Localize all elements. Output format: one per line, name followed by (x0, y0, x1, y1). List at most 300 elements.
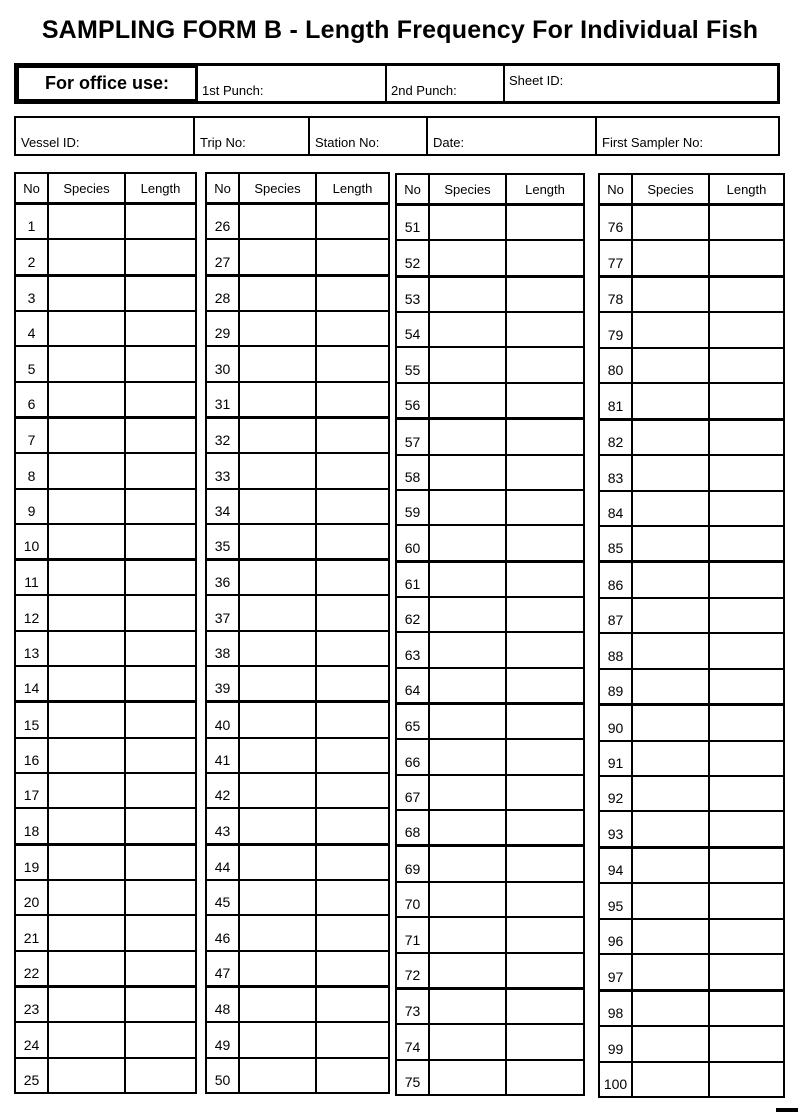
length-cell (126, 419, 195, 452)
species-cell (240, 561, 317, 594)
table-row (600, 384, 783, 420)
length-cell (126, 774, 195, 807)
species-cell (633, 777, 710, 810)
species-cell (49, 809, 126, 842)
row-number: 46 (207, 916, 240, 949)
row-number: 76 (600, 206, 633, 239)
table-row (600, 206, 783, 241)
table-row (600, 241, 783, 277)
row-number: 26 (207, 205, 240, 238)
row-number: 17 (16, 774, 49, 807)
species-cell (240, 525, 317, 558)
length-cell (710, 599, 783, 632)
row-number: 64 (397, 669, 430, 702)
row-number: 40 (207, 703, 240, 736)
species-cell (49, 525, 126, 558)
row-number: 50 (207, 1059, 240, 1092)
table-row (600, 1027, 783, 1062)
species-cell (240, 988, 317, 1021)
table-row (397, 206, 583, 241)
column-header-no: No (397, 175, 430, 203)
row-number: 49 (207, 1023, 240, 1056)
length-cell (126, 1059, 195, 1092)
row-number: 24 (16, 1023, 49, 1056)
table-row (16, 312, 195, 347)
species-cell (430, 278, 507, 311)
species-cell (49, 774, 126, 807)
species-cell (49, 916, 126, 949)
species-cell (430, 598, 507, 631)
species-cell (430, 883, 507, 916)
species-cell (49, 205, 126, 238)
table-row (397, 847, 583, 882)
table-row (397, 384, 583, 420)
table-row (16, 916, 195, 951)
length-cell (507, 456, 583, 489)
length-cell (317, 205, 388, 238)
table-row (16, 454, 195, 489)
row-number: 31 (207, 383, 240, 416)
length-cell (317, 1023, 388, 1056)
species-cell (430, 990, 507, 1023)
species-cell (430, 206, 507, 239)
length-cell (507, 883, 583, 916)
table-row (16, 1059, 195, 1092)
species-cell (633, 742, 710, 775)
length-cell (126, 490, 195, 523)
length-cell (126, 667, 195, 700)
row-number: 35 (207, 525, 240, 558)
row-number: 92 (600, 777, 633, 810)
row-number: 77 (600, 241, 633, 274)
row-number: 60 (397, 526, 430, 559)
species-cell (633, 1063, 710, 1096)
species-cell (240, 240, 317, 273)
column-header-species: Species (49, 174, 126, 202)
species-cell (49, 632, 126, 665)
length-cell (507, 420, 583, 453)
field-station-no: Station No: (310, 118, 428, 154)
row-number: 74 (397, 1025, 430, 1058)
row-number: 62 (397, 598, 430, 631)
length-cell (507, 206, 583, 239)
table-row (600, 527, 783, 563)
length-cell (710, 955, 783, 988)
row-number: 84 (600, 492, 633, 525)
table-row (600, 421, 783, 456)
row-number: 20 (16, 881, 49, 914)
species-cell (240, 952, 317, 985)
row-number: 86 (600, 563, 633, 596)
species-cell (240, 739, 317, 772)
table-row (207, 703, 388, 738)
table-row (207, 667, 388, 703)
table-row (207, 774, 388, 809)
species-cell (633, 349, 710, 382)
species-cell (240, 667, 317, 700)
species-cell (430, 669, 507, 702)
species-cell (49, 952, 126, 985)
table-header-row (397, 175, 583, 206)
row-number: 23 (16, 988, 49, 1021)
row-number: 91 (600, 742, 633, 775)
length-cell (710, 206, 783, 239)
table-row (397, 348, 583, 383)
length-cell (710, 634, 783, 667)
species-cell (49, 561, 126, 594)
table-row (600, 706, 783, 741)
table-row (397, 420, 583, 455)
species-cell (240, 916, 317, 949)
species-cell (430, 633, 507, 666)
species-cell (49, 667, 126, 700)
species-cell (430, 918, 507, 951)
row-number: 53 (397, 278, 430, 311)
species-cell (49, 1059, 126, 1092)
species-cell (633, 456, 710, 489)
table-row (16, 490, 195, 525)
row-number: 42 (207, 774, 240, 807)
row-number: 38 (207, 632, 240, 665)
species-cell (633, 241, 710, 274)
row-number: 72 (397, 954, 430, 987)
table-row (397, 241, 583, 277)
table-row (600, 313, 783, 348)
species-cell (240, 596, 317, 629)
table-row (600, 955, 783, 991)
length-cell (507, 1025, 583, 1058)
row-number: 39 (207, 667, 240, 700)
species-cell (240, 1023, 317, 1056)
row-number: 1 (16, 205, 49, 238)
table-row (207, 240, 388, 276)
table-row (207, 916, 388, 951)
length-cell (126, 739, 195, 772)
length-cell (710, 777, 783, 810)
species-cell (633, 206, 710, 239)
length-cell (126, 561, 195, 594)
row-number: 37 (207, 596, 240, 629)
species-cell (430, 740, 507, 773)
row-number: 4 (16, 312, 49, 345)
fish-table-1-25 (14, 172, 197, 1094)
field-trip-no: Trip No: (195, 118, 310, 154)
table-row (16, 383, 195, 419)
row-number: 8 (16, 454, 49, 487)
length-cell (710, 1063, 783, 1096)
row-number: 43 (207, 809, 240, 842)
length-cell (126, 383, 195, 416)
length-cell (126, 205, 195, 238)
table-row (16, 561, 195, 596)
table-row (397, 705, 583, 740)
row-number: 44 (207, 846, 240, 879)
species-cell (633, 812, 710, 845)
length-cell (126, 916, 195, 949)
row-number: 67 (397, 776, 430, 809)
species-cell (49, 881, 126, 914)
species-cell (240, 419, 317, 452)
table-row (207, 632, 388, 667)
length-cell (317, 454, 388, 487)
table-row (207, 490, 388, 525)
table-row (600, 920, 783, 955)
row-number: 63 (397, 633, 430, 666)
column-header-no: No (600, 175, 633, 203)
table-row (207, 881, 388, 916)
length-cell (710, 670, 783, 703)
length-cell (710, 742, 783, 775)
row-number: 51 (397, 206, 430, 239)
length-cell (710, 278, 783, 311)
field-vessel-id: Vessel ID: (16, 118, 195, 154)
table-header-row (207, 174, 388, 205)
row-number: 36 (207, 561, 240, 594)
row-number: 68 (397, 811, 430, 844)
table-row (207, 988, 388, 1023)
species-cell (430, 563, 507, 596)
species-cell (633, 849, 710, 882)
species-cell (633, 1027, 710, 1060)
column-header-length: Length (140, 180, 181, 196)
species-cell (49, 240, 126, 273)
row-number: 48 (207, 988, 240, 1021)
table-row (207, 277, 388, 312)
column-header-species: Species (430, 175, 507, 203)
table-row (397, 563, 583, 598)
office-use-label: For office use: (17, 66, 198, 101)
table-row (397, 990, 583, 1025)
species-cell (633, 955, 710, 988)
row-number: 58 (397, 456, 430, 489)
length-cell (710, 527, 783, 560)
table-row (600, 599, 783, 634)
sample-header-row (14, 116, 780, 156)
row-number: 78 (600, 278, 633, 311)
table-row (16, 881, 195, 916)
table-row (16, 240, 195, 276)
office-use-box (14, 63, 780, 104)
row-number: 41 (207, 739, 240, 772)
species-cell (430, 811, 507, 844)
length-cell (507, 847, 583, 880)
row-number: 90 (600, 706, 633, 739)
length-cell (507, 348, 583, 381)
length-cell (317, 667, 388, 700)
scan-artifact-dash (776, 1108, 798, 1112)
length-cell (710, 421, 783, 454)
row-number: 95 (600, 884, 633, 917)
length-cell (126, 454, 195, 487)
species-cell (49, 312, 126, 345)
species-cell (240, 312, 317, 345)
table-row (600, 278, 783, 313)
species-cell (240, 703, 317, 736)
row-number: 75 (397, 1061, 430, 1094)
table-row (16, 988, 195, 1023)
table-row (397, 669, 583, 705)
length-cell (317, 596, 388, 629)
row-number: 85 (600, 527, 633, 560)
row-number: 9 (16, 490, 49, 523)
length-cell (710, 492, 783, 525)
species-cell (430, 491, 507, 524)
table-row (397, 883, 583, 918)
table-row (207, 739, 388, 774)
table-row (207, 1023, 388, 1058)
table-row (16, 525, 195, 561)
column-header-no: No (16, 174, 49, 202)
row-number: 65 (397, 705, 430, 738)
table-row (207, 846, 388, 881)
table-header-row (600, 175, 783, 206)
length-cell (507, 563, 583, 596)
table-row (207, 561, 388, 596)
length-cell (126, 525, 195, 558)
row-number: 30 (207, 347, 240, 380)
form-title: SAMPLING FORM B - Length Frequency For Individual Fish (41, 16, 759, 44)
species-cell (49, 596, 126, 629)
table-row (16, 703, 195, 738)
table-row (16, 667, 195, 703)
species-cell (430, 776, 507, 809)
length-cell (710, 706, 783, 739)
length-cell (507, 1061, 583, 1094)
length-cell (317, 277, 388, 310)
length-cell (710, 384, 783, 417)
field-1st-punch: 1st Punch: (198, 66, 387, 101)
table-row (600, 884, 783, 919)
row-number: 88 (600, 634, 633, 667)
row-number: 12 (16, 596, 49, 629)
row-number: 69 (397, 847, 430, 880)
row-number: 19 (16, 846, 49, 879)
species-cell (430, 456, 507, 489)
species-cell (240, 454, 317, 487)
table-row (600, 849, 783, 884)
length-cell (317, 774, 388, 807)
row-number: 100 (600, 1063, 633, 1096)
length-cell (317, 419, 388, 452)
row-number: 14 (16, 667, 49, 700)
species-cell (240, 881, 317, 914)
row-number: 6 (16, 383, 49, 416)
length-cell (317, 561, 388, 594)
species-cell (240, 1059, 317, 1092)
row-number: 73 (397, 990, 430, 1023)
species-cell (430, 313, 507, 346)
length-cell (710, 241, 783, 274)
row-number: 7 (16, 419, 49, 452)
length-cell (710, 456, 783, 489)
table-row (600, 563, 783, 598)
species-cell (430, 241, 507, 274)
row-number: 83 (600, 456, 633, 489)
species-cell (633, 492, 710, 525)
species-cell (49, 454, 126, 487)
species-cell (240, 205, 317, 238)
table-row (207, 383, 388, 419)
length-cell (710, 884, 783, 917)
length-cell (126, 596, 195, 629)
length-cell (317, 988, 388, 1021)
length-cell (710, 313, 783, 346)
row-number: 11 (16, 561, 49, 594)
table-row (600, 1063, 783, 1096)
row-number: 16 (16, 739, 49, 772)
species-cell (49, 277, 126, 310)
field-2nd-punch: 2nd Punch: (387, 66, 505, 101)
table-row (207, 809, 388, 845)
table-row (397, 633, 583, 668)
length-cell (317, 809, 388, 842)
column-header-no: No (207, 174, 240, 202)
length-cell (507, 598, 583, 631)
row-number: 80 (600, 349, 633, 382)
table-row (397, 1025, 583, 1060)
row-number: 61 (397, 563, 430, 596)
row-number: 98 (600, 992, 633, 1025)
table-row (600, 492, 783, 527)
species-cell (633, 384, 710, 417)
column-header-length: Length (332, 180, 373, 196)
species-cell (633, 599, 710, 632)
row-number: 47 (207, 952, 240, 985)
table-row (397, 491, 583, 526)
row-number: 25 (16, 1059, 49, 1092)
table-row (16, 205, 195, 240)
length-cell (507, 811, 583, 844)
table-row (397, 1061, 583, 1094)
species-cell (633, 706, 710, 739)
species-cell (633, 884, 710, 917)
length-cell (507, 313, 583, 346)
length-cell (507, 491, 583, 524)
length-cell (317, 347, 388, 380)
species-cell (49, 846, 126, 879)
species-cell (430, 1061, 507, 1094)
length-cell (126, 809, 195, 842)
species-cell (49, 988, 126, 1021)
length-cell (317, 525, 388, 558)
row-number: 70 (397, 883, 430, 916)
length-cell (507, 278, 583, 311)
length-cell (126, 881, 195, 914)
row-number: 10 (16, 525, 49, 558)
species-cell (633, 527, 710, 560)
length-cell (507, 669, 583, 702)
table-row (207, 1059, 388, 1092)
row-number: 56 (397, 384, 430, 417)
length-cell (317, 490, 388, 523)
table-row (16, 1023, 195, 1058)
length-cell (126, 347, 195, 380)
table-row (600, 349, 783, 384)
row-number: 34 (207, 490, 240, 523)
field-date: Date: (428, 118, 597, 154)
table-row (16, 774, 195, 809)
row-number: 2 (16, 240, 49, 273)
field-first-sampler-no: First Sampler No: (602, 135, 704, 150)
table-row (600, 634, 783, 669)
row-number: 82 (600, 421, 633, 454)
species-cell (430, 384, 507, 417)
table-row (16, 596, 195, 631)
column-header-species: Species (240, 174, 317, 202)
length-cell (710, 992, 783, 1025)
species-cell (430, 705, 507, 738)
table-row (207, 454, 388, 489)
